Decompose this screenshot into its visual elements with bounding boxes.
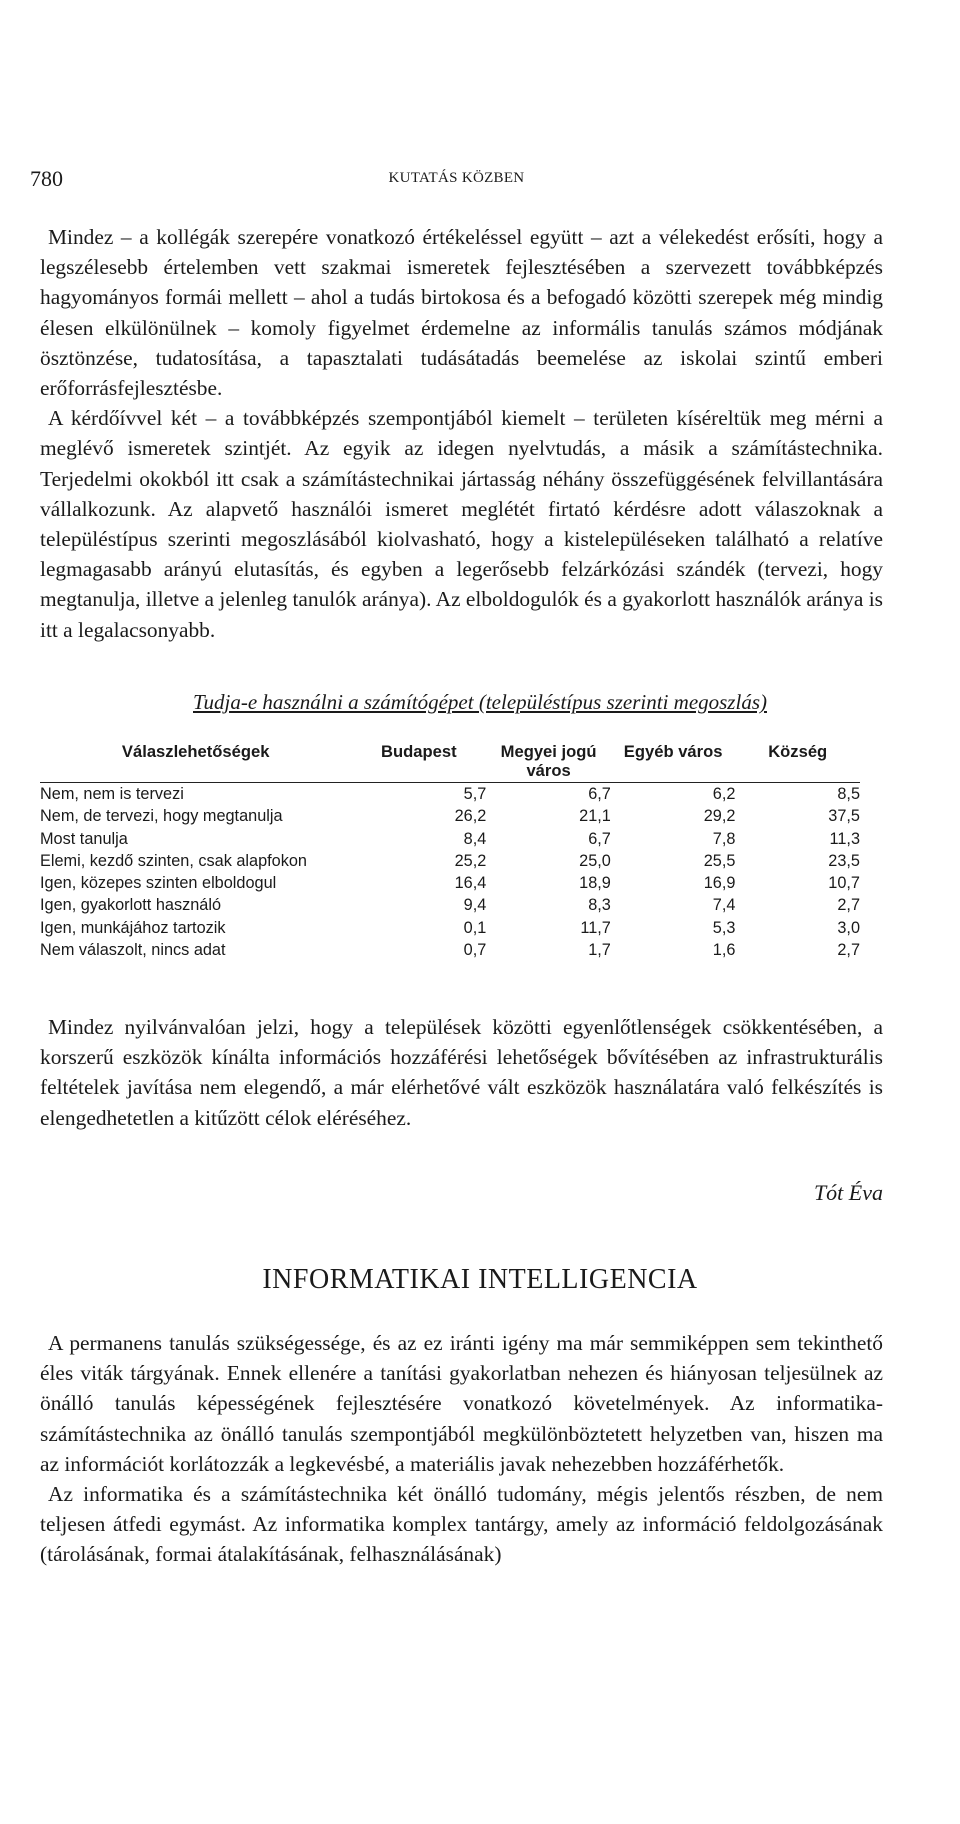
table-cell: 21,1: [579, 807, 611, 826]
page-header: [30, 166, 883, 196]
table-cell: 1,6: [712, 941, 736, 960]
page-number: 780: [30, 166, 63, 191]
author-signature: Tót Éva: [813, 1180, 883, 1205]
table-cell: 5,7: [463, 785, 487, 803]
table-cell: 6,2: [712, 785, 736, 803]
row-label: Igen, munkájához tartozik: [40, 918, 226, 937]
data-table: [40, 742, 860, 961]
paragraph: Mindez – a kollégák szerepére vonatkozó értékeléssel együtt – azt a vélekedést erősíti, hogy a legszélesebb értelemben vett szakmai ismeretek fejlesztésében a szervezett továbbképzés hagyományos formái mellett – ahol a tudás birtokosa és a befogadó közötti szerepek még mindig élesen elkülönülnek – komoly figyelmet érdemelne az informális tanulás számos módjának ösztönzése, tudatosítása, a tapasztalati tudásátadás beemelése az iskolai szintű emberi erőforrásfejlesztésbe.: [40, 225, 883, 401]
table-row: [40, 805, 860, 827]
table-cell: 0,7: [463, 941, 487, 960]
table-row: [40, 850, 860, 872]
table-cell: 7,8: [712, 829, 736, 848]
table-row: [40, 872, 860, 894]
table-header-row: [40, 742, 860, 783]
section-title: INFORMATIKAI INTELLIGENCIA: [262, 1264, 698, 1295]
table-cell: 8,3: [588, 896, 611, 915]
table-cell: 6,7: [588, 785, 611, 803]
table-caption: Tudja-e használni a számítógépet (településtípus szerinti megoszlás): [193, 690, 767, 714]
table-cell: 3,0: [837, 918, 860, 937]
table-cell: 25,2: [454, 851, 487, 870]
table-cell: 8,5: [837, 785, 860, 803]
table-cell: 16,4: [454, 874, 487, 893]
row-label: Igen, gyakorlott használó: [40, 896, 222, 915]
table-cell: 6,7: [588, 829, 611, 848]
column-header: Megyei jogú város: [500, 742, 597, 780]
table-cell: 8,4: [463, 829, 487, 848]
row-label: Nem válaszolt, nincs adat: [40, 941, 226, 960]
table-cell: 1,7: [588, 941, 611, 960]
table-cell: 37,5: [828, 807, 860, 826]
row-label: Nem, nem is tervezi: [40, 785, 184, 803]
paragraph: Az informatika és a számítástechnika két önálló tudomány, mégis jelentős részben, de nem teljesen átfedi egymást. Az informatika komplex tantárgy, amely az információ feldolgozásának (tárolásának, formai átalakításának, felhasználásának): [40, 1482, 883, 1567]
table-cell: 25,5: [703, 851, 736, 870]
table-cell: 29,2: [703, 807, 736, 826]
column-header: Budapest: [381, 742, 457, 761]
table-cell: 18,9: [579, 874, 611, 893]
table-cell: 0,1: [463, 918, 487, 937]
table-cell: 5,3: [712, 918, 736, 937]
paragraph: Mindez nyilvánvalóan jelzi, hogy a települések közötti egyenlőtlenségek csökkentésében, a korszerű eszközök kínálta információs hozzáférési lehetőségek bővítésében az infrastrukturális feltételek javítása nem elegendő, a már elérhetővé vált eszközök használatára való felkészítés is elengedhetetlen a kitűzött célok eléréséhez.: [40, 1015, 883, 1130]
paragraph: A permanens tanulás szükségessége, és az ez iránti igény ma már semmiképpen sem tekinthető éles viták tárgyának. Ennek ellenére a tanítási gyakorlatban nehezen és hiányosan teljesülnek az önálló tanulás képességének fejlesztésére vonatkozó követelmények. Az informatika-számítástechnika az önálló tanulás szempontjából megkülönböztetett helyzetben van, hiszen ma az információt korlátozzák a legkevésbé, a materiális javak nehezebben hozzáférhetők.: [40, 1331, 883, 1476]
table-cell: 2,7: [837, 941, 860, 960]
table-row: [40, 917, 860, 939]
table-cell: 10,7: [828, 874, 860, 893]
table-row: [40, 783, 860, 806]
table-row: [40, 828, 860, 850]
table-cell: 11,7: [580, 918, 611, 937]
table-row: [40, 894, 860, 916]
column-header: Község: [768, 742, 828, 761]
table-cell: 23,5: [828, 851, 860, 870]
column-header: Egyéb város: [623, 742, 723, 761]
table-row: [40, 939, 860, 961]
running-title: KUTATÁS KÖZBEN: [388, 170, 525, 186]
table-cell: 11,3: [829, 829, 860, 848]
row-label: Most tanulja: [40, 829, 128, 848]
table-cell: 16,9: [703, 874, 736, 893]
table-cell: 7,4: [712, 896, 736, 915]
row-label: Elemi, kezdő szinten, csak alapfokon: [40, 851, 307, 870]
body-text-top: [40, 222, 883, 645]
body-text-bottom: [40, 1328, 883, 1570]
table-cell: 26,2: [454, 807, 487, 826]
paragraph: A kérdőívvel két – a továbbképzés szempontjából kiemelt – területen kíséreltük meg mérni a meglévő ismeretek szintjét. Az egyik az idegen nyelvtudás, a másik a számítástechnika. Terjedelmi okokból itt csak a számítástechnikai jártasság néhány összefüggésének felvillantására vállalkozunk. Az alapvető használói ismeret meglétét firtató kérdésre adott válaszoknak a településtípus szerinti megoszlásából kiolvasható, hogy a kistelepüléseken található a relatíve legmagasabb arányú elutasítás, és egyben a legerősebb felzárkózási szándék (tervezi, hogy megtanulja, illetve a jelenleg tanulók aránya). Az elboldogulók és a gyakorlott használók aránya is itt a legalacsonyabb.: [40, 406, 883, 642]
table-cell: 25,0: [579, 851, 611, 870]
column-header: Válaszlehetőségek: [121, 742, 270, 761]
body-text-middle: [40, 1012, 883, 1133]
table-cell: 2,7: [837, 896, 860, 915]
table-cell: 9,4: [463, 896, 487, 915]
row-label: Nem, de tervezi, hogy megtanulja: [40, 807, 283, 826]
row-label: Igen, közepes szinten elboldogul: [40, 874, 277, 893]
